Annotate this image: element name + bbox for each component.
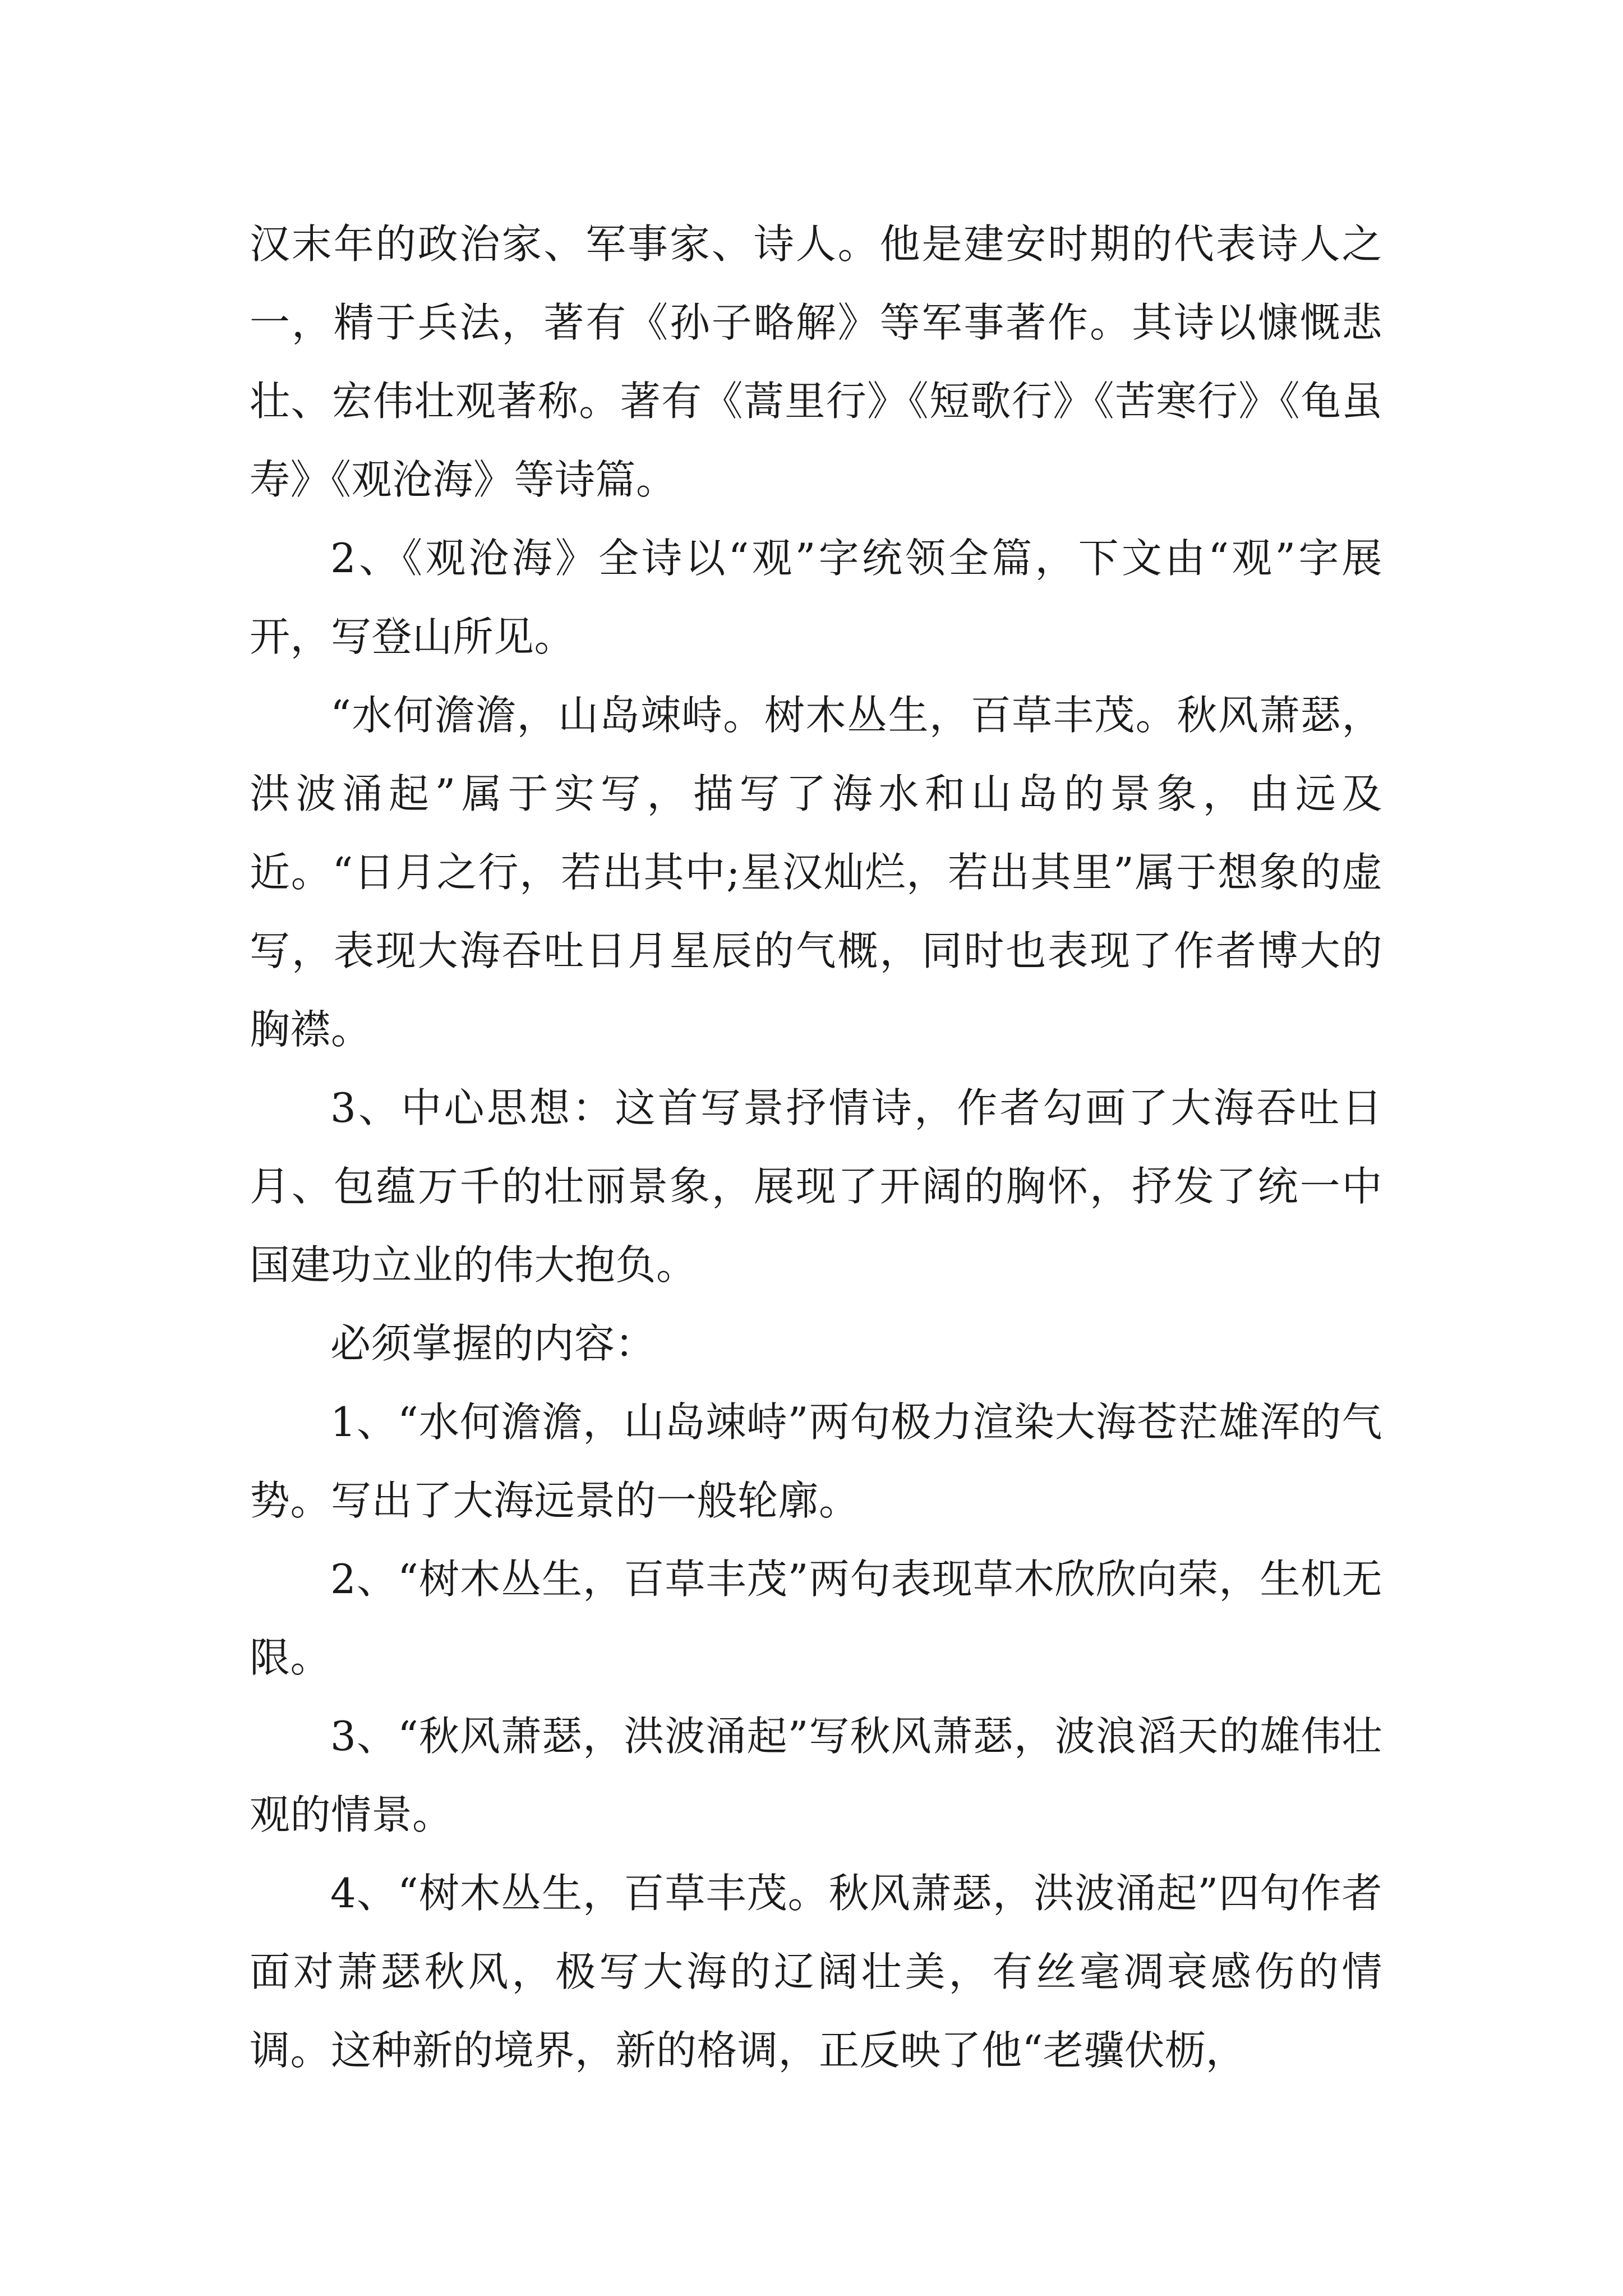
document-body: [250, 205, 1382, 2090]
paragraph-3: “水何澹澹，山岛竦峙。树木丛生，百草丰茂。秋风萧瑟，洪波涌起”属于实写，描写了海水和山岛的景象，由远及近。“日月之行，若出其中;星汉灿烂，若出其里”属于想象的虚写，表现大海吞吐日月星辰的气概，同时也表现了作者博大的胸襟。: [250, 692, 1382, 1053]
paragraph-6: 1、“水何澹澹，山岛竦峙”两句极力渲染大海苍茫雄浑的气势。写出了大海远景的一般轮廓。: [250, 1398, 1382, 1524]
paragraph-5: 必须掌握的内容：: [330, 1320, 656, 1367]
paragraph-4: 3、中心思想：这首写景抒情诗，作者勾画了大海吞吐日月、包蕴万千的壮丽景象，展现了开阔的胸怀，抒发了统一中国建功立业的伟大抱负。: [250, 1084, 1382, 1289]
paragraph-1: 汉末年的政治家、军事家、诗人。他是建安时期的代表诗人之一，精于兵法，著有《孙子略解》等军事著作。其诗以慷慨悲壮、宏伟壮观著称。著有《蒿里行》《短歌行》《苦寒行》《龟虽寿》《观沧海》等诗篇。: [250, 220, 1382, 503]
paragraph-8: 3、“秋风萧瑟，洪波涌起”写秋风萧瑟，波浪滔天的雄伟壮观的情景。: [250, 1713, 1382, 1838]
paragraph-2: 2、《观沧海》全诗以“观”字统领全篇，下文由“观”字展开，写登山所见。: [250, 535, 1382, 660]
paragraph-7: 2、“树木丛生，百草丰茂”两句表现草木欣欣向荣，生机无限。: [250, 1556, 1382, 1681]
paragraph-9: 4、“树木丛生，百草丰茂。秋风萧瑟，洪波涌起”四句作者面对萧瑟秋风，极写大海的辽阔壮美，有丝毫凋衰感伤的情调。这种新的境界，新的格调，正反映了他“老骥伏枥，: [250, 1870, 1382, 2074]
